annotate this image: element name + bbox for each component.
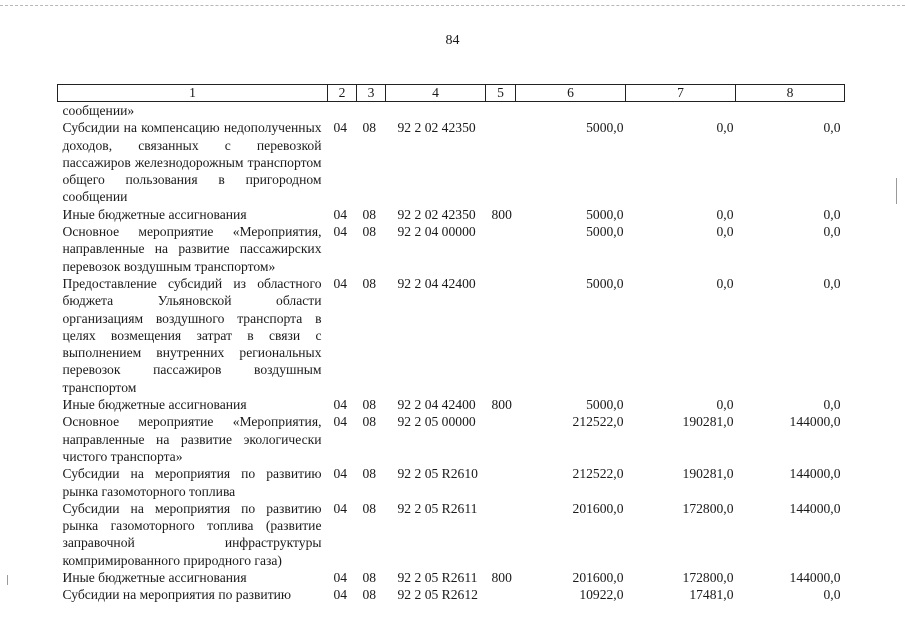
header-col-5: 5 (486, 85, 516, 102)
row-subsection-code: 08 (362, 500, 377, 516)
row-description: Субсидии на компенсацию недополученных доходов, связанных с перевозкой пассажиров железнодорожным транспортом общего пользования в пригородном сообщении (62, 120, 322, 205)
row-subsection-code: 08 (362, 397, 377, 413)
row-description: Основное мероприятие «Мероприятия, направленные на развитие пассажирских перевозок воздушным транспортом» (62, 224, 322, 274)
row-amount-col-8: 144000,0 (789, 414, 841, 430)
row-expense-type-code (486, 586, 516, 603)
row-target-code: 92 2 04 42400 (397, 397, 476, 413)
table-row (58, 413, 845, 465)
row-subsection-code: 08 (362, 206, 377, 222)
row-description: Субсидии на мероприятия по развитию рынка газомоторного топлива (62, 466, 322, 499)
table-row (58, 119, 845, 205)
row-amount-col-8 (736, 102, 845, 120)
row-amount-col-8: 0,0 (823, 397, 841, 413)
row-section-code: 04 (333, 275, 348, 291)
row-section-code: 04 (333, 397, 348, 413)
row-description: Основное мероприятие «Мероприятия, направленные на развитие экологически чистого транспорта» (62, 414, 322, 464)
row-description: Иные бюджетные ассигнования (62, 206, 247, 222)
table-row (58, 206, 845, 223)
row-target-code: 92 2 05 R2612 (397, 587, 478, 603)
row-description: Субсидии на мероприятия по развитию рынка газомоторного топлива (развитие заправочной инфраструктуры компримированного природного газа) (62, 500, 322, 568)
row-amount-col-8: 0,0 (823, 224, 841, 240)
row-description: Иные бюджетные ассигнования (62, 397, 247, 413)
row-expense-type-code (486, 465, 516, 500)
page-number: 84 (445, 33, 460, 48)
row-section-code: 04 (333, 587, 348, 603)
row-expense-type-code (486, 275, 516, 396)
table-row (58, 569, 845, 586)
row-section-code: 04 (333, 414, 348, 430)
row-amount-col-8: 0,0 (823, 120, 841, 136)
row-expense-type-code (486, 413, 516, 465)
header-col-8: 8 (736, 85, 845, 102)
row-amount-col-6: 5000,0 (586, 275, 624, 291)
row-amount-col-6: 5000,0 (586, 120, 624, 136)
row-amount-col-6: 10922,0 (579, 587, 624, 603)
budget-table-container (57, 84, 844, 604)
table-body (58, 102, 845, 604)
row-amount-col-8: 0,0 (823, 587, 841, 603)
row-target-code: 92 2 05 R2611 (397, 570, 478, 586)
row-amount-col-7: 172800,0 (682, 570, 734, 586)
row-amount-col-6: 212522,0 (572, 414, 624, 430)
row-amount-col-6: 5000,0 (586, 224, 624, 240)
row-description: Предоставление субсидий из областного бюджета Ульяновской области организациям воздушного транспорта в целях возмещения затрат в связи с выполнением внутренних региональных перевозок пассажиров воздушным транспортом (62, 275, 322, 395)
row-section-code: 04 (333, 120, 348, 136)
row-target-code: 92 2 02 42350 (397, 120, 476, 136)
table-row (58, 465, 845, 500)
scan-edge-line (0, 5, 905, 6)
row-expense-type-code (486, 500, 516, 569)
header-col-1: 1 (58, 85, 328, 102)
row-amount-col-7: 0,0 (716, 275, 734, 291)
row-amount-col-6 (516, 102, 626, 120)
table-row (58, 500, 845, 569)
row-amount-col-6: 201600,0 (572, 500, 624, 516)
scan-mark-left (7, 575, 8, 585)
budget-table (57, 84, 845, 604)
row-amount-col-7 (626, 102, 736, 120)
row-amount-col-8: 144000,0 (789, 466, 841, 482)
row-expense-type-code (486, 102, 516, 120)
row-subsection-code: 08 (362, 570, 377, 586)
row-section-code: 04 (333, 570, 348, 586)
header-col-2: 2 (328, 85, 357, 102)
scan-mark-right (896, 178, 897, 204)
header-row (58, 85, 845, 102)
row-subsection-code (357, 102, 386, 120)
header-col-3: 3 (357, 85, 386, 102)
row-subsection-code: 08 (362, 120, 377, 136)
row-target-code: 92 2 02 42350 (397, 206, 476, 222)
table-row (58, 102, 845, 120)
row-subsection-code: 08 (362, 587, 377, 603)
table-row (58, 396, 845, 413)
row-expense-type-code: 800 (491, 397, 512, 413)
row-expense-type-code: 800 (491, 570, 512, 586)
row-amount-col-6: 212522,0 (572, 466, 624, 482)
row-amount-col-7: 0,0 (716, 224, 734, 240)
row-amount-col-7: 0,0 (716, 120, 734, 136)
row-amount-col-7: 17481,0 (689, 587, 734, 603)
row-subsection-code: 08 (362, 466, 377, 482)
row-expense-type-code (486, 119, 516, 205)
row-amount-col-6: 5000,0 (586, 397, 624, 413)
row-amount-col-7: 190281,0 (682, 414, 734, 430)
row-section-code: 04 (333, 500, 348, 516)
row-section-code (328, 102, 357, 120)
row-target-code (386, 102, 486, 120)
row-description: сообщении» (62, 103, 135, 118)
header-col-4: 4 (386, 85, 486, 102)
row-amount-col-6: 5000,0 (586, 206, 624, 222)
row-amount-col-7: 0,0 (716, 206, 734, 222)
row-target-code: 92 2 05 R2611 (397, 500, 478, 516)
row-section-code: 04 (333, 466, 348, 482)
row-expense-type-code (486, 223, 516, 275)
table-row (58, 586, 845, 603)
row-section-code: 04 (333, 206, 348, 222)
row-subsection-code: 08 (362, 275, 377, 291)
row-section-code: 04 (333, 224, 348, 240)
row-amount-col-7: 0,0 (716, 397, 734, 413)
row-amount-col-8: 144000,0 (789, 500, 841, 516)
row-target-code: 92 2 05 R2610 (397, 466, 478, 482)
table-header (58, 85, 845, 102)
table-row (58, 275, 845, 396)
row-amount-col-6: 201600,0 (572, 570, 624, 586)
row-description: Субсидии на мероприятия по развитию (62, 587, 292, 603)
row-target-code: 92 2 05 00000 (397, 414, 476, 430)
row-target-code: 92 2 04 42400 (397, 275, 476, 291)
row-target-code: 92 2 04 00000 (397, 224, 476, 240)
row-amount-col-7: 190281,0 (682, 466, 734, 482)
header-col-6: 6 (516, 85, 626, 102)
row-amount-col-8: 0,0 (823, 275, 841, 291)
header-col-7: 7 (626, 85, 736, 102)
row-subsection-code: 08 (362, 224, 377, 240)
row-expense-type-code: 800 (491, 206, 512, 222)
row-amount-col-8: 144000,0 (789, 570, 841, 586)
row-subsection-code: 08 (362, 414, 377, 430)
table-row (58, 223, 845, 275)
row-amount-col-8: 0,0 (823, 206, 841, 222)
row-description: Иные бюджетные ассигнования (62, 570, 247, 586)
row-amount-col-7: 172800,0 (682, 500, 734, 516)
